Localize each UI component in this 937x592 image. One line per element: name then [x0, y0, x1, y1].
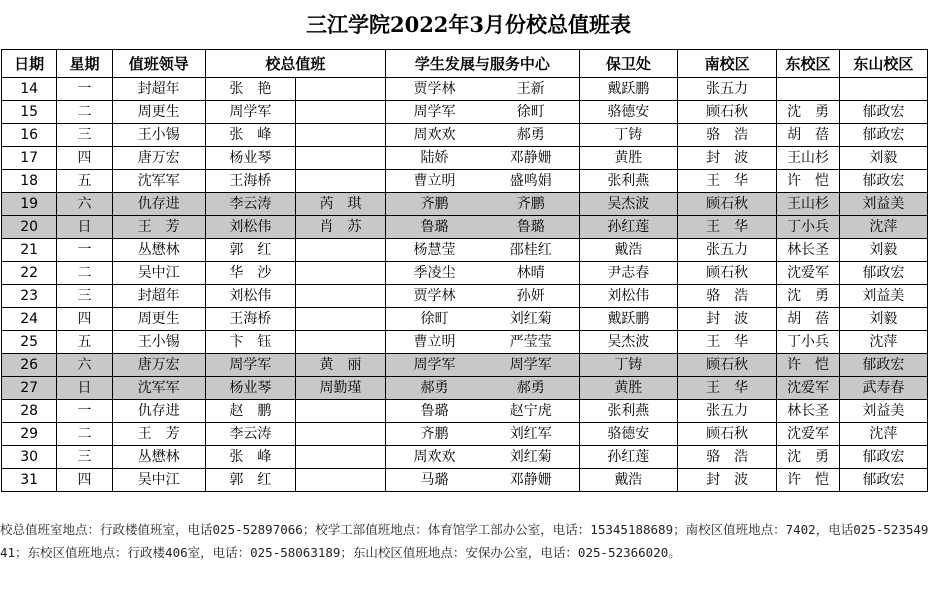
dongshan-campus-cell: [839, 78, 927, 101]
duty-cell-2: [295, 239, 385, 262]
dongshan-campus-cell: 刘益美: [839, 400, 927, 423]
duty-cell-2: 周勤瑾: [295, 377, 385, 400]
security-cell: 骆德安: [579, 423, 677, 446]
duty-cell-1: 周学军: [205, 101, 295, 124]
duty-roster-table: [1, 49, 928, 492]
student-center-cell-2: 鲁璐: [483, 216, 579, 239]
header-duty: 校总值班: [205, 50, 385, 78]
duty-cell-1: 赵 鹏: [205, 400, 295, 423]
south-campus-cell: 顾石秋: [677, 354, 776, 377]
weekday-cell: 一: [57, 78, 112, 101]
duty-cell-2: [295, 101, 385, 124]
east-campus-cell: 沈 勇: [777, 101, 839, 124]
weekday-cell: 四: [57, 147, 112, 170]
table-row: [2, 377, 928, 400]
duty-cell-1: 张 艳: [205, 78, 295, 101]
weekday-cell: 二: [57, 101, 112, 124]
dongshan-campus-cell: 刘益美: [839, 193, 927, 216]
student-center-cell-1: 鲁璐: [386, 400, 483, 423]
security-cell: 黄胜: [579, 147, 677, 170]
student-center-cell-1: 曹立明: [386, 331, 483, 354]
date-cell: 27: [2, 377, 57, 400]
dongshan-campus-cell: 郁政宏: [839, 354, 927, 377]
dongshan-campus-cell: 郁政宏: [839, 262, 927, 285]
table-row: [2, 331, 928, 354]
security-cell: 丁铸: [579, 354, 677, 377]
header-leader: 值班领导: [112, 50, 205, 78]
student-center-cell-1: 周欢欢: [386, 446, 483, 469]
east-campus-cell: [777, 78, 839, 101]
weekday-cell: 二: [57, 423, 112, 446]
leader-cell: 仇存进: [112, 400, 205, 423]
south-campus-cell: 王 华: [677, 331, 776, 354]
student-center-cell-2: 孙妍: [483, 285, 579, 308]
header-student-center: 学生发展与服务中心: [386, 50, 580, 78]
dongshan-campus-cell: 郁政宏: [839, 446, 927, 469]
duty-cell-1: 郭 红: [205, 469, 295, 492]
date-cell: 23: [2, 285, 57, 308]
student-center-cell-2: 郝勇: [483, 377, 579, 400]
east-campus-cell: 丁小兵: [777, 216, 839, 239]
roster-body: [2, 78, 928, 492]
student-center-cell-1: 鲁璐: [386, 216, 483, 239]
student-center-cell-1: 郝勇: [386, 377, 483, 400]
weekday-cell: 四: [57, 469, 112, 492]
east-campus-cell: 胡 蓓: [777, 308, 839, 331]
duty-cell-2: [295, 308, 385, 331]
south-campus-cell: 封 波: [677, 147, 776, 170]
leader-cell: 吴中江: [112, 262, 205, 285]
leader-cell: 吴中江: [112, 469, 205, 492]
leader-cell: 王小锡: [112, 124, 205, 147]
dongshan-campus-cell: 郁政宏: [839, 101, 927, 124]
student-center-cell-2: 盛鸣娟: [483, 170, 579, 193]
duty-cell-1: 张 峰: [205, 446, 295, 469]
duty-cell-1: 李云涛: [205, 193, 295, 216]
security-cell: 孙红莲: [579, 446, 677, 469]
duty-cell-2: [295, 262, 385, 285]
south-campus-cell: 王 华: [677, 170, 776, 193]
security-cell: 戴跃鹏: [579, 308, 677, 331]
table-row: [2, 170, 928, 193]
weekday-cell: 二: [57, 262, 112, 285]
leader-cell: 沈军军: [112, 170, 205, 193]
east-campus-cell: 王山杉: [777, 193, 839, 216]
leader-cell: 沈军军: [112, 377, 205, 400]
table-row: [2, 262, 928, 285]
south-campus-cell: 骆 浩: [677, 446, 776, 469]
student-center-cell-1: 马璐: [386, 469, 483, 492]
duty-cell-2: [295, 78, 385, 101]
table-row: [2, 124, 928, 147]
student-center-cell-2: 邓静姗: [483, 147, 579, 170]
duty-cell-2: [295, 446, 385, 469]
student-center-cell-1: 周欢欢: [386, 124, 483, 147]
dongshan-campus-cell: 武寿春: [839, 377, 927, 400]
student-center-cell-1: 陆娇: [386, 147, 483, 170]
student-center-cell-2: 邵桂红: [483, 239, 579, 262]
dongshan-campus-cell: 刘毅: [839, 308, 927, 331]
duty-cell-2: 黄 丽: [295, 354, 385, 377]
south-campus-cell: 张五力: [677, 239, 776, 262]
date-cell: 21: [2, 239, 57, 262]
east-campus-cell: 沈 勇: [777, 285, 839, 308]
east-campus-cell: 林长圣: [777, 239, 839, 262]
security-cell: 戴浩: [579, 469, 677, 492]
security-cell: 戴浩: [579, 239, 677, 262]
table-row: [2, 308, 928, 331]
student-center-cell-2: 齐鹏: [483, 193, 579, 216]
student-center-cell-1: 齐鹏: [386, 423, 483, 446]
dongshan-campus-cell: 郁政宏: [839, 170, 927, 193]
weekday-cell: 三: [57, 124, 112, 147]
duty-cell-1: 华 沙: [205, 262, 295, 285]
leader-cell: 丛懋林: [112, 446, 205, 469]
security-cell: 孙红莲: [579, 216, 677, 239]
security-cell: 张利燕: [579, 400, 677, 423]
east-campus-cell: 沈爱军: [777, 262, 839, 285]
east-campus-cell: 王山杉: [777, 147, 839, 170]
student-center-cell-1: 徐町: [386, 308, 483, 331]
date-cell: 22: [2, 262, 57, 285]
date-cell: 24: [2, 308, 57, 331]
student-center-cell-1: 季凌尘: [386, 262, 483, 285]
student-center-cell-1: 齐鹏: [386, 193, 483, 216]
duty-cell-2: [295, 469, 385, 492]
leader-cell: 王小锡: [112, 331, 205, 354]
south-campus-cell: 封 波: [677, 469, 776, 492]
leader-cell: 周更生: [112, 308, 205, 331]
table-row: [2, 354, 928, 377]
dongshan-campus-cell: 郁政宏: [839, 124, 927, 147]
dongshan-campus-cell: 刘益美: [839, 285, 927, 308]
south-campus-cell: 骆 浩: [677, 285, 776, 308]
student-center-cell-2: 王新: [483, 78, 579, 101]
footer-note: 校总值班室地点：行政楼值班室，电话025-52897066；校学工部值班地点：体育馆学工部办公室，电话：15345188689；南校区值班地点：7402，电话025-52354941；东校区值班地点：行政楼406室，电话：025-58063189；东山校区值班地点：安保办公室，电话：025-52366020。: [0, 522, 929, 560]
south-campus-cell: 张五力: [677, 78, 776, 101]
date-cell: 30: [2, 446, 57, 469]
header-dongshan-campus: 东山校区: [839, 50, 927, 78]
duty-cell-1: 杨业琴: [205, 377, 295, 400]
security-cell: 尹志春: [579, 262, 677, 285]
east-campus-cell: 丁小兵: [777, 331, 839, 354]
duty-cell-2: 肖 苏: [295, 216, 385, 239]
weekday-cell: 日: [57, 377, 112, 400]
date-cell: 14: [2, 78, 57, 101]
south-campus-cell: 王 华: [677, 377, 776, 400]
duty-cell-2: 芮 琪: [295, 193, 385, 216]
table-row: [2, 285, 928, 308]
date-cell: 17: [2, 147, 57, 170]
table-row: [2, 78, 928, 101]
header-date: 日期: [2, 50, 57, 78]
leader-cell: 王 芳: [112, 423, 205, 446]
weekday-cell: 六: [57, 354, 112, 377]
student-center-cell-2: 刘红菊: [483, 308, 579, 331]
date-cell: 26: [2, 354, 57, 377]
table-row: [2, 101, 928, 124]
weekday-cell: 一: [57, 239, 112, 262]
student-center-cell-2: 徐町: [483, 101, 579, 124]
dongshan-campus-cell: 沈萍: [839, 423, 927, 446]
student-center-cell-1: 曹立明: [386, 170, 483, 193]
south-campus-cell: 王 华: [677, 216, 776, 239]
east-campus-cell: 林长圣: [777, 400, 839, 423]
weekday-cell: 日: [57, 216, 112, 239]
table-row: [2, 216, 928, 239]
header-weekday: 星期: [57, 50, 112, 78]
date-cell: 18: [2, 170, 57, 193]
duty-cell-1: 周学军: [205, 354, 295, 377]
table-row: [2, 239, 928, 262]
leader-cell: 周更生: [112, 101, 205, 124]
table-row: [2, 400, 928, 423]
dongshan-campus-cell: 沈萍: [839, 331, 927, 354]
east-campus-cell: 胡 蓓: [777, 124, 839, 147]
student-center-cell-1: 周学军: [386, 101, 483, 124]
east-campus-cell: 沈 勇: [777, 446, 839, 469]
duty-cell-1: 李云涛: [205, 423, 295, 446]
duty-cell-2: [295, 124, 385, 147]
security-cell: 丁铸: [579, 124, 677, 147]
duty-cell-1: 王海桥: [205, 170, 295, 193]
duty-cell-2: [295, 400, 385, 423]
student-center-cell-2: 邓静姗: [483, 469, 579, 492]
dongshan-campus-cell: 沈萍: [839, 216, 927, 239]
duty-cell-2: [295, 285, 385, 308]
dongshan-campus-cell: 刘毅: [839, 147, 927, 170]
date-cell: 25: [2, 331, 57, 354]
page-title: 三江学院2022年3月份校总值班表: [305, 12, 632, 37]
header-security: 保卫处: [579, 50, 677, 78]
dongshan-campus-cell: 郁政宏: [839, 469, 927, 492]
duty-cell-1: 郭 红: [205, 239, 295, 262]
date-cell: 20: [2, 216, 57, 239]
dongshan-campus-cell: 刘毅: [839, 239, 927, 262]
leader-cell: 唐万宏: [112, 147, 205, 170]
leader-cell: 封超年: [112, 78, 205, 101]
security-cell: 黄胜: [579, 377, 677, 400]
south-campus-cell: 顾石秋: [677, 193, 776, 216]
table-row: [2, 446, 928, 469]
security-cell: 吴杰波: [579, 331, 677, 354]
duty-cell-2: [295, 331, 385, 354]
table-row: [2, 193, 928, 216]
weekday-cell: 三: [57, 285, 112, 308]
duty-cell-2: [295, 170, 385, 193]
south-campus-cell: 顾石秋: [677, 101, 776, 124]
south-campus-cell: 骆 浩: [677, 124, 776, 147]
security-cell: 刘松伟: [579, 285, 677, 308]
weekday-cell: 三: [57, 446, 112, 469]
table-row: [2, 147, 928, 170]
duty-cell-1: 卞 钰: [205, 331, 295, 354]
security-cell: 张利燕: [579, 170, 677, 193]
student-center-cell-2: 严莹莹: [483, 331, 579, 354]
date-cell: 19: [2, 193, 57, 216]
duty-cell-2: [295, 423, 385, 446]
security-cell: 戴跃鹏: [579, 78, 677, 101]
leader-cell: 唐万宏: [112, 354, 205, 377]
duty-cell-1: 张 峰: [205, 124, 295, 147]
weekday-cell: 六: [57, 193, 112, 216]
weekday-cell: 四: [57, 308, 112, 331]
header-east-campus: 东校区: [777, 50, 839, 78]
south-campus-cell: 张五力: [677, 400, 776, 423]
student-center-cell-2: 林晴: [483, 262, 579, 285]
south-campus-cell: 封 波: [677, 308, 776, 331]
duty-cell-1: 杨业琴: [205, 147, 295, 170]
duty-cell-1: 王海桥: [205, 308, 295, 331]
duty-cell-1: 刘松伟: [205, 285, 295, 308]
weekday-cell: 五: [57, 170, 112, 193]
east-campus-cell: 许 恺: [777, 354, 839, 377]
header-row: [2, 50, 928, 78]
student-center-cell-1: 贾学林: [386, 285, 483, 308]
duty-cell-1: 刘松伟: [205, 216, 295, 239]
duty-cell-2: [295, 147, 385, 170]
student-center-cell-2: 周学军: [483, 354, 579, 377]
east-campus-cell: 沈爱军: [777, 377, 839, 400]
east-campus-cell: 许 恺: [777, 469, 839, 492]
table-row: [2, 469, 928, 492]
date-cell: 31: [2, 469, 57, 492]
east-campus-cell: 许 恺: [777, 170, 839, 193]
date-cell: 29: [2, 423, 57, 446]
weekday-cell: 一: [57, 400, 112, 423]
student-center-cell-2: 赵宁虎: [483, 400, 579, 423]
student-center-cell-1: 周学军: [386, 354, 483, 377]
leader-cell: 封超年: [112, 285, 205, 308]
east-campus-cell: 沈爱军: [777, 423, 839, 446]
leader-cell: 仇存进: [112, 193, 205, 216]
south-campus-cell: 顾石秋: [677, 423, 776, 446]
student-center-cell-2: 刘红军: [483, 423, 579, 446]
security-cell: 骆德安: [579, 101, 677, 124]
security-cell: 吴杰波: [579, 193, 677, 216]
date-cell: 28: [2, 400, 57, 423]
date-cell: 15: [2, 101, 57, 124]
leader-cell: 王 芳: [112, 216, 205, 239]
student-center-cell-2: 郝勇: [483, 124, 579, 147]
student-center-cell-1: 杨慧莹: [386, 239, 483, 262]
table-row: [2, 423, 928, 446]
date-cell: 16: [2, 124, 57, 147]
leader-cell: 丛懋林: [112, 239, 205, 262]
south-campus-cell: 顾石秋: [677, 262, 776, 285]
weekday-cell: 五: [57, 331, 112, 354]
student-center-cell-2: 刘红菊: [483, 446, 579, 469]
header-south-campus: 南校区: [677, 50, 776, 78]
student-center-cell-1: 贾学林: [386, 78, 483, 101]
